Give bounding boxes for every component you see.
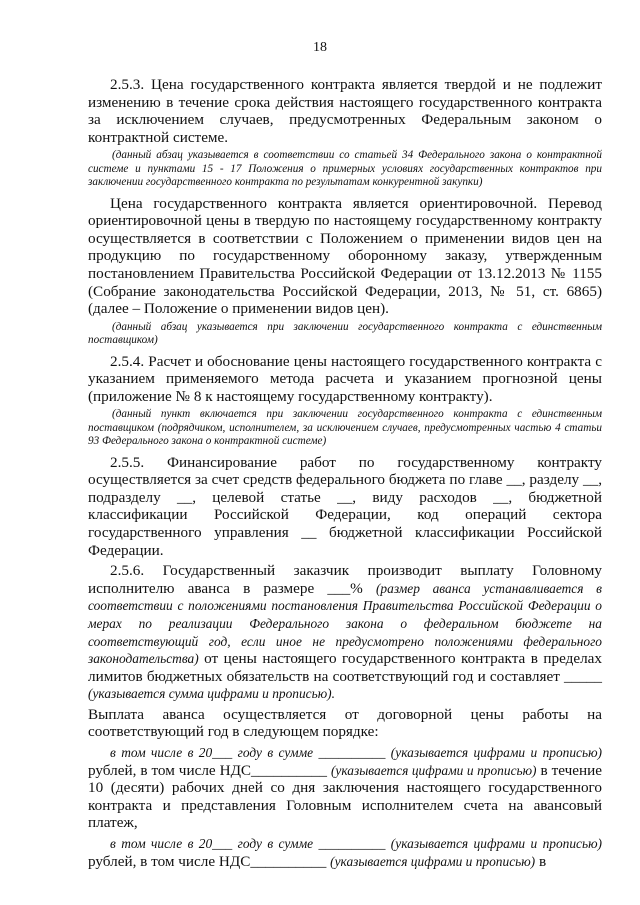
- italic-run: (указывается сумма цифрами и прописью).: [88, 686, 335, 702]
- document-body: [88, 76, 602, 873]
- paragraph-2-5-3: 2.5.3. Цена государственного контракта является твердой и не подлежит изменению в течение срока действия настоящего государственного контракта за исключением случаев, предусмотренных Федеральным законом о контрактной системе.: [88, 76, 602, 146]
- page-number: 18: [313, 40, 327, 55]
- paragraph-advance-order: Выплата аванса осуществляется от договорной цены работы на соответствующий год в следующем порядке:: [88, 705, 602, 741]
- text-run: в: [535, 852, 547, 870]
- text-run: 2.5.6. Государственный заказчик производит выплату Головному исполнителю аванса в размере ___%: [88, 562, 602, 597]
- italic-run: в том числе в 20___ году в сумме __________ (указывается цифрами и прописью): [110, 745, 602, 761]
- text-run: рублей, в том числе НДС__________: [88, 761, 331, 779]
- note-2-5-4: (данный пункт включается при заключении государственного контракта с единственным поставщиком (подрядчиком, исполнителем, за исключением случаев, предусмотренных частью 4 статьи 93 Федерального закона о контрактной системе): [88, 408, 602, 448]
- paragraph-approximate-price: Цена государственного контракта является ориентировочной. Перевод ориентировочной цены в твердую по настоящему государственному контракту осуществляется в соответствии с Положением о применении видов цен на продукцию по государственному оборонному заказу, утвержденным постановлением Правительства Российской Федерации от 13.12.2013 № 1155 (Собрание законодательства Российской Федерации, 2013, № 51, ст. 6865) (далее – Положение о применении видов цен).: [88, 194, 602, 318]
- note-single-supplier: (данный абзац указывается при заключении государственного контракта с единственным поставщиком): [88, 320, 602, 347]
- italic-run: (размер аванса устанавливается в соответствии с положениями постановления Правительства Российской Федерации о мерах по реализации Федерального закона о федеральном бюджете на соответствующий год, если иное не предусмотрено положениями федерального законодательства): [88, 580, 602, 667]
- paragraph-2-5-4: 2.5.4. Расчет и обоснование цены настоящего государственного контракта с указанием применяемого метода расчета и указанием прогнозной цены (приложение № 8 к настоящему государственному контракту).: [88, 352, 602, 405]
- text-run: от цены настоящего государственного контракта в пределах лимитов бюджетных обязательств на соответствующий год и составляет _____: [88, 650, 602, 685]
- note-2-5-3: (данный абзац указывается в соответствии со статьей 34 Федерального закона о контрактной системе и пунктами 15 - 17 Положения о примерных условиях государственных контрактов при заключении государственного контракта по результатам конкурентной закупки): [88, 149, 602, 189]
- text-run: в течение 10 (десяти) рабочих дней со дня заключения настоящего государственного контракта и представления Головным исполнителем счета на авансовый платеж,: [88, 761, 602, 832]
- italic-run: в том числе в 20___ году в сумме __________ (указывается цифрами и прописью): [110, 836, 602, 852]
- italic-run: (указывается цифрами и прописью): [330, 762, 537, 778]
- paragraph-2-5-5: 2.5.5. Финансирование работ по государственному контракту осуществляется за счет средств федерального бюджета по главе __, разделу __, подразделу __, целевой статье __, виду расходов __, бюджетной классификации Российской Федерации, код операций сектора государственного управления __ бюджетной классификации Российской Федерации.: [88, 453, 602, 559]
- text-run: рублей, в том числе НДС__________: [88, 852, 331, 870]
- paragraph-advance-year-2: [88, 835, 602, 870]
- paragraph-2-5-6: [88, 562, 602, 703]
- paragraph-advance-year-1: [88, 744, 602, 832]
- italic-run: (указывается цифрами и прописью): [330, 853, 536, 869]
